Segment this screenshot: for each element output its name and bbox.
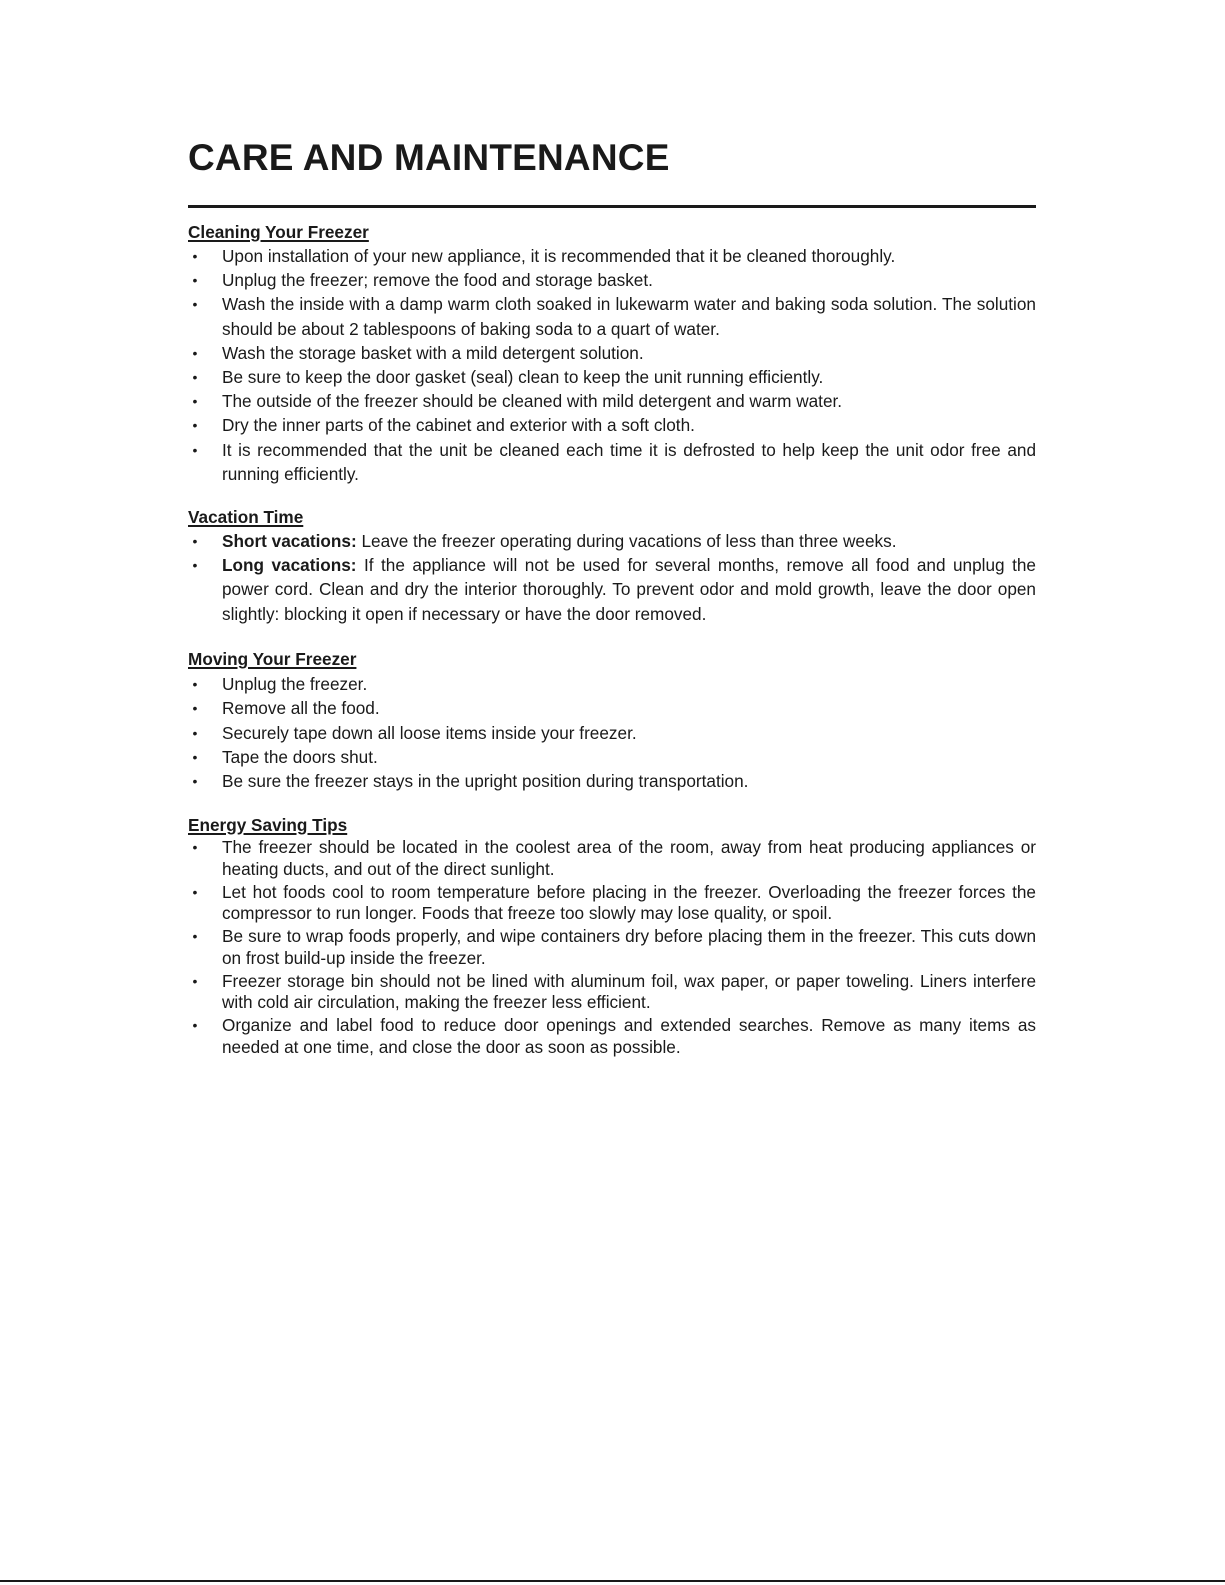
section-heading: Moving Your Freezer bbox=[188, 649, 357, 669]
list-item bbox=[188, 882, 1036, 925]
section-energy-saving-tips bbox=[188, 814, 1036, 1060]
list-item-text: The outside of the freezer should be cleaned with mild detergent and warm water. bbox=[222, 391, 843, 412]
bullet-icon: • bbox=[192, 417, 198, 434]
list-item-body: Leave the freezer operating during vacations of less than three weeks. bbox=[361, 531, 897, 551]
lead-label: Short vacations: bbox=[222, 531, 357, 551]
list-item bbox=[188, 438, 1036, 486]
list-item-text: Freezer storage bin should not be lined with aluminum foil, wax paper, or paper toweling. Liners interfere with cold air circulation, making the freezer less efficient. bbox=[222, 970, 1036, 1012]
list-item bbox=[188, 389, 1036, 413]
bullet-list bbox=[188, 529, 1036, 626]
list-item-text bbox=[222, 529, 1036, 553]
list-item-body: If the appliance will not be used for several months, remove all food and unplug the power cord. Clean and dry the interior thoroughly. To prevent odor and mold growth, leave the door open slightly: blocking it open if necessary or have the door removed. bbox=[222, 555, 1036, 624]
list-item-text: Be sure to keep the door gasket (seal) clean to keep the unit running efficiently. bbox=[222, 367, 824, 388]
section-heading: Cleaning Your Freezer bbox=[188, 222, 369, 242]
bullet-icon: • bbox=[192, 1017, 198, 1033]
list-item bbox=[188, 926, 1036, 969]
section-moving-your-freezer bbox=[188, 648, 1036, 793]
list-item-text: Be sure to wrap foods properly, and wipe containers dry before placing them in the freezer. This cuts down on frost build-up inside the freezer. bbox=[222, 926, 1036, 968]
list-item bbox=[188, 413, 1036, 437]
list-item-text: Upon installation of your new appliance, it is recommended that it be cleaned thoroughly. bbox=[222, 246, 896, 266]
bullet-icon: • bbox=[192, 773, 198, 790]
list-item-text: Be sure the freezer stays in the upright position during transportation. bbox=[222, 771, 749, 792]
list-item bbox=[188, 268, 1036, 292]
bullet-icon: • bbox=[192, 883, 198, 900]
bullet-list bbox=[188, 672, 1036, 793]
list-item bbox=[188, 971, 1036, 1014]
list-item bbox=[188, 292, 1036, 340]
list-item-text: The freezer should be located in the coolest area of the room, away from heat producing appliances or heating ducts, and out of the direct sunlight. bbox=[222, 837, 1036, 879]
list-item bbox=[188, 553, 1036, 626]
bullet-icon: • bbox=[192, 296, 198, 313]
page-title: CARE AND MAINTENANCE bbox=[188, 137, 670, 178]
list-item-text: Dry the inner parts of the cabinet and exterior with a soft cloth. bbox=[222, 415, 695, 436]
list-item-text: Tape the doors shut. bbox=[222, 746, 378, 767]
section-heading: Vacation Time bbox=[188, 507, 304, 527]
list-item-text bbox=[222, 553, 1036, 626]
list-item-text: Organize and label food to reduce door openings and extended searches. Remove as many items as needed at one time, and close the door as soon as possible. bbox=[222, 1015, 1036, 1057]
page-bottom-edge bbox=[0, 1580, 1225, 1582]
list-item-text: Securely tape down all loose items inside your freezer. bbox=[222, 722, 637, 743]
list-item bbox=[188, 721, 1036, 745]
list-item-text: Let hot foods cool to room temperature before placing in the freezer. Overloading the freezer forces the compressor to run longer. Foods that freeze too slowly may lose quality, or spoil. bbox=[222, 881, 1036, 923]
bullet-list bbox=[188, 244, 1036, 486]
bullet-icon: • bbox=[192, 676, 198, 692]
list-item-text: Unplug the freezer; remove the food and storage basket. bbox=[222, 270, 653, 291]
bullet-icon: • bbox=[192, 369, 198, 386]
list-item bbox=[188, 529, 1036, 553]
list-item bbox=[188, 769, 1036, 793]
list-item-text: Unplug the freezer. bbox=[222, 674, 368, 694]
section-heading: Energy Saving Tips bbox=[188, 815, 348, 835]
section-vacation-time bbox=[188, 506, 1036, 626]
bullet-icon: • bbox=[192, 272, 198, 289]
bullet-icon: • bbox=[192, 393, 198, 410]
bullet-icon: • bbox=[192, 972, 198, 989]
bullet-icon: • bbox=[192, 724, 198, 741]
list-item-text: Remove all the food. bbox=[222, 698, 380, 719]
bullet-icon: • bbox=[192, 748, 198, 765]
bullet-list bbox=[188, 837, 1036, 1058]
list-item bbox=[188, 1015, 1036, 1058]
lead-label: Long vacations: bbox=[222, 555, 357, 576]
list-item-text: Wash the inside with a damp warm cloth soaked in lukewarm water and baking soda solution. The solution should be about 2 tablespoons of baking soda to a quart of water. bbox=[222, 294, 1036, 339]
bullet-icon: • bbox=[192, 344, 198, 361]
bullet-icon: • bbox=[192, 700, 198, 717]
list-item bbox=[188, 365, 1036, 389]
list-item bbox=[188, 745, 1036, 769]
list-item-text: Wash the storage basket with a mild detergent solution. bbox=[222, 342, 644, 363]
list-item bbox=[188, 244, 1036, 268]
bullet-icon: • bbox=[192, 928, 198, 944]
bullet-icon: • bbox=[192, 533, 198, 549]
bullet-icon: • bbox=[192, 557, 198, 574]
bullet-icon: • bbox=[192, 248, 198, 264]
list-item bbox=[188, 672, 1036, 696]
list-item bbox=[188, 696, 1036, 720]
bullet-icon: • bbox=[192, 441, 198, 458]
list-item-text: It is recommended that the unit be cleaned each time it is defrosted to help keep the unit odor free and running efficiently. bbox=[222, 439, 1036, 484]
section-cleaning-your-freezer bbox=[188, 221, 1036, 486]
list-item bbox=[188, 341, 1036, 365]
bullet-icon: • bbox=[192, 839, 198, 855]
list-item bbox=[188, 837, 1036, 880]
title-divider bbox=[188, 205, 1036, 208]
